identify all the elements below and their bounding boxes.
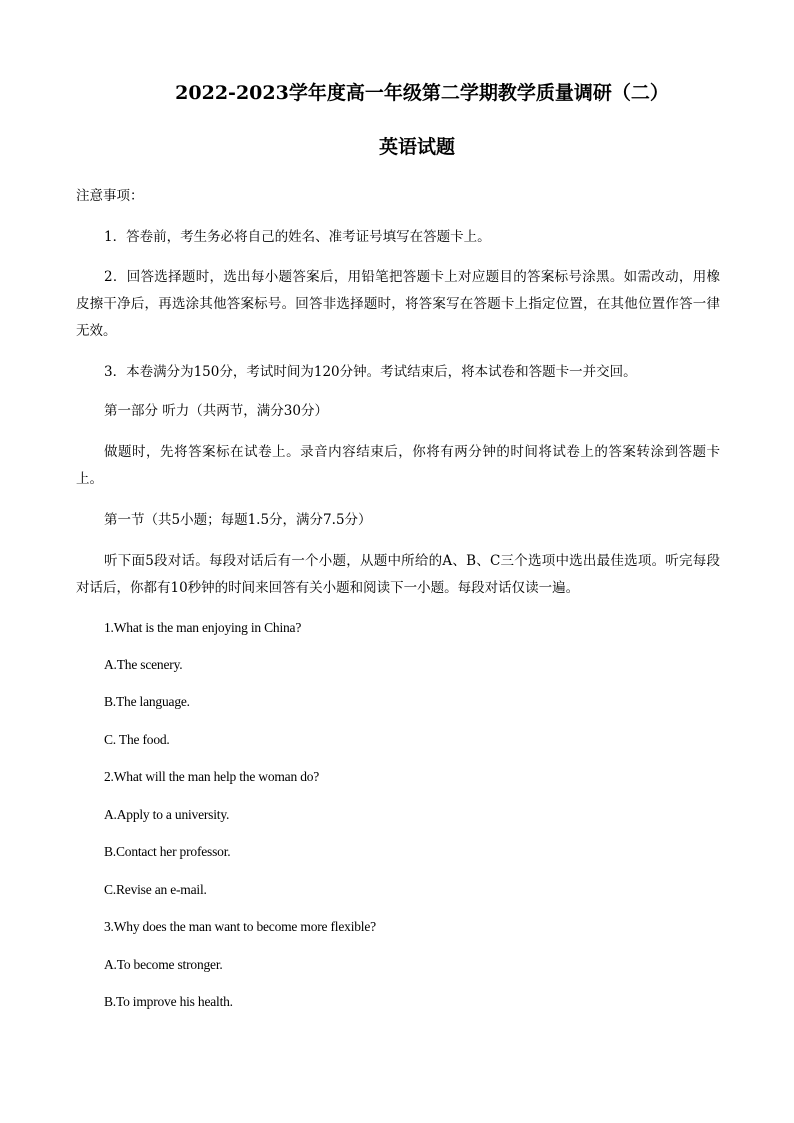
question-1-option-b: B.The language. (104, 694, 190, 709)
question-2-option-b: B.Contact her professor. (104, 844, 231, 859)
question-3-stem: 3.Why does the man want to become more flexible? (104, 919, 376, 934)
question-2-stem: 2.What will the man help the woman do? (104, 769, 320, 784)
question-2-option-a: A.Apply to a university. (104, 807, 230, 822)
question-1-option-c: C. The food. (104, 732, 170, 747)
subject-title: 英语试题 (378, 136, 455, 158)
notice-item-1: 1．答卷前，考生务必将自己的姓名、准考证号填写在答题卡上。 (104, 229, 491, 245)
notice-item-3: 3．本卷满分为150分，考试时间为120分钟。考试结束后，将本试卷和答题卡一并交回。 (104, 364, 637, 380)
exam-title: 2022-2023学年度高一年级第二学期教学质量调研（二） (175, 82, 669, 104)
question-3-option-b: B.To improve his health. (104, 994, 233, 1009)
section1-instruction: 听下面5段对话。每段对话后有一个小题，从题中所给的A、B、C三个选项中选出最佳选项。听完每段对话后，你都有10秒钟的时间来回答有关小题和阅读下一小题。每段对话仅读一遍。 (76, 553, 720, 596)
section1-heading: 第一节（共5小题；每题1.5分，满分7.5分） (104, 512, 372, 528)
notice-item-2: 2．回答选择题时，选出每小题答案后，用铅笔把答题卡上对应题目的答案标号涂黑。如需改动，用橡皮擦干净后，再选涂其他答案标号。回答非选择题时，将答案写在答题卡上指定位置，在其他位置作答一律无效。 (76, 269, 720, 339)
notice-heading: 注意事项： (76, 188, 144, 204)
question-1-stem: 1.What is the man enjoying in China? (104, 620, 302, 635)
question-1-option-a: A.The scenery. (104, 657, 183, 672)
part1-instruction: 做题时，先将答案标在试卷上。录音内容结束后，你将有两分钟的时间将试卷上的答案转涂到答题卡上。 (76, 444, 720, 487)
question-3-option-a: A.To become stronger. (104, 957, 223, 972)
question-2-option-c: C.Revise an e-mail. (104, 882, 207, 897)
part1-heading: 第一部分 听力（共两节，满分30分） (104, 403, 328, 419)
